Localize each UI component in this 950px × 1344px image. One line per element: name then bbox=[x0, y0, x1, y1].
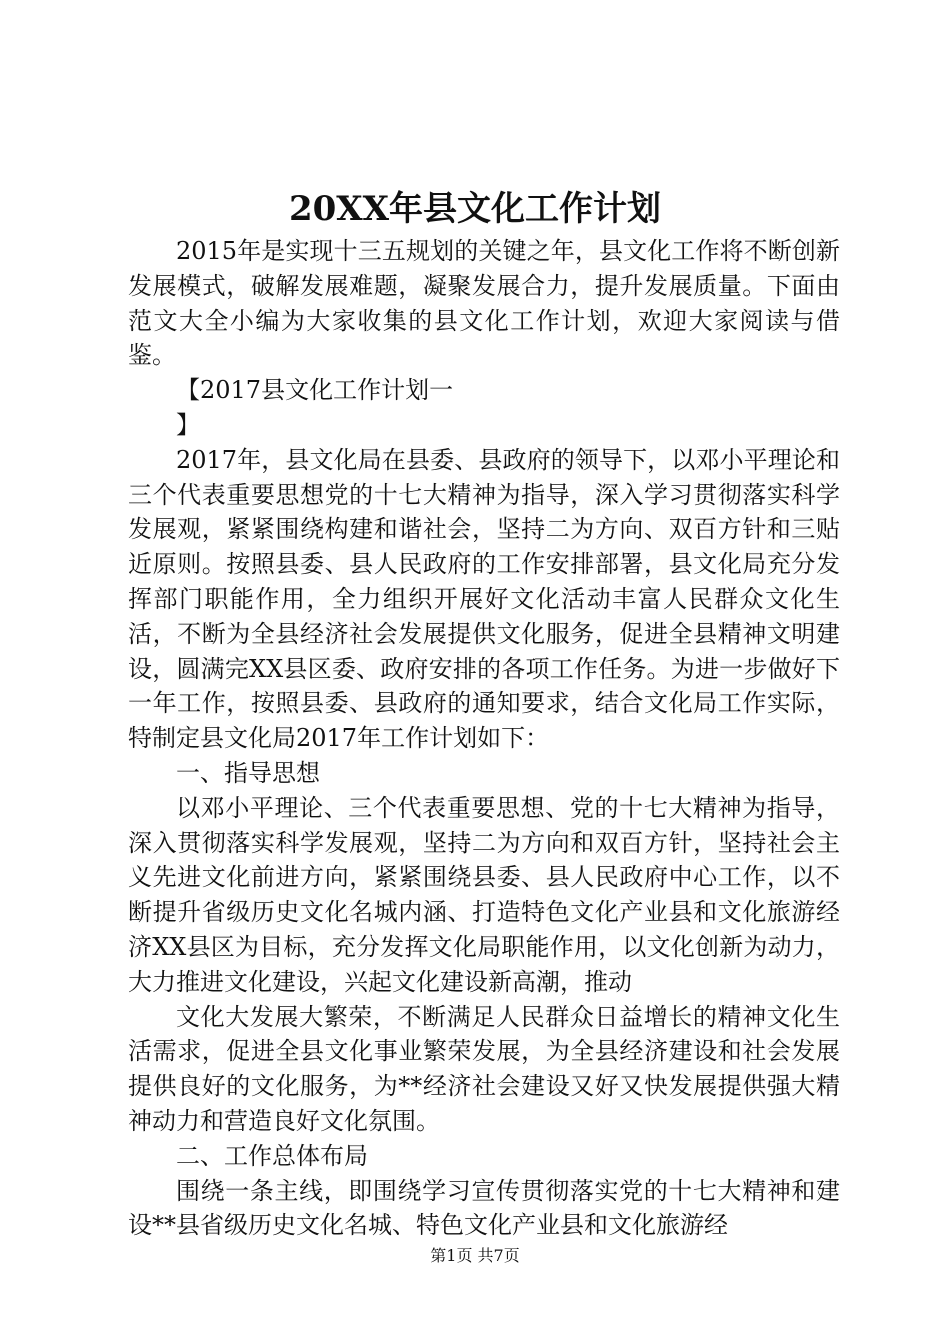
culture-development-paragraph: 文化大发展大繁荣，不断满足人民群众日益增长的精神文化生活需求，促进全县文化事业繁荣发展，为全县经济建设和社会发展提供良好的文化服务，为**经济社会建设又好又快发展提供强大精神动力和营造良好文化氛围。 bbox=[128, 1002, 840, 1135]
document-title: 20XX年县文化工作计划 bbox=[288, 189, 662, 229]
guiding-thought-paragraph: 以邓小平理论、三个代表重要思想、党的十七大精神为指导，深入贯彻落实科学发展观，坚持二为方向和双百方针，坚持社会主义先进文化前进方向，紧紧围绕县委、县人民政府中心工作，以不断提升省级历史文化名城内涵、打造特色文化产业县和文化旅游经济XX县区为目标，充分发挥文化局职能作用，以文化创新为动力，大力推进文化建设，兴起文化建设新高潮，推动 bbox=[128, 793, 840, 996]
section-heading-plan-one: 【2017县文化工作计划一 bbox=[176, 376, 454, 405]
heading-guiding-thought: 一、指导思想 bbox=[176, 758, 320, 787]
overall-layout-paragraph: 围绕一条主线，即围绕学习宣传贯彻落实党的十七大精神和建设**县省级历史文化名城、特色文化产业县和文化旅游经 bbox=[128, 1176, 840, 1240]
page-number-footer: 第1页 共7页 bbox=[430, 1246, 520, 1265]
overview-paragraph: 2017年，县文化局在县委、县政府的领导下，以邓小平理论和三个代表重要思想党的十七大精神为指导，深入学习贯彻落实科学发展观，紧紧围绕构建和谐社会，坚持二为方向、双百方针和三贴近原则。按照县委、县人民政府的工作安排部署，县文化局充分发挥部门职能作用，全力组织开展好文化活动丰富人民群众文化生活，不断为全县经济社会发展提供文化服务，促进全县精神文明建设，圆满完XX县区委、政府安排的各项工作任务。为进一步做好下一年工作，按照县委、县政府的通知要求，结合文化局工作实际，特制定县文化局2017年工作计划如下： bbox=[128, 445, 840, 753]
document-body bbox=[128, 234, 840, 1243]
intro-paragraph: 2015年是实现十三五规划的关键之年，县文化工作将不断创新发展模式，破解发展难题，凝聚发展合力，提升发展质量。下面由范文大全小编为大家收集的县文化工作计划，欢迎大家阅读与借鉴。 bbox=[128, 237, 840, 370]
heading-overall-layout: 二、工作总体布局 bbox=[176, 1141, 368, 1170]
section-heading-bracket: 】 bbox=[176, 410, 200, 439]
